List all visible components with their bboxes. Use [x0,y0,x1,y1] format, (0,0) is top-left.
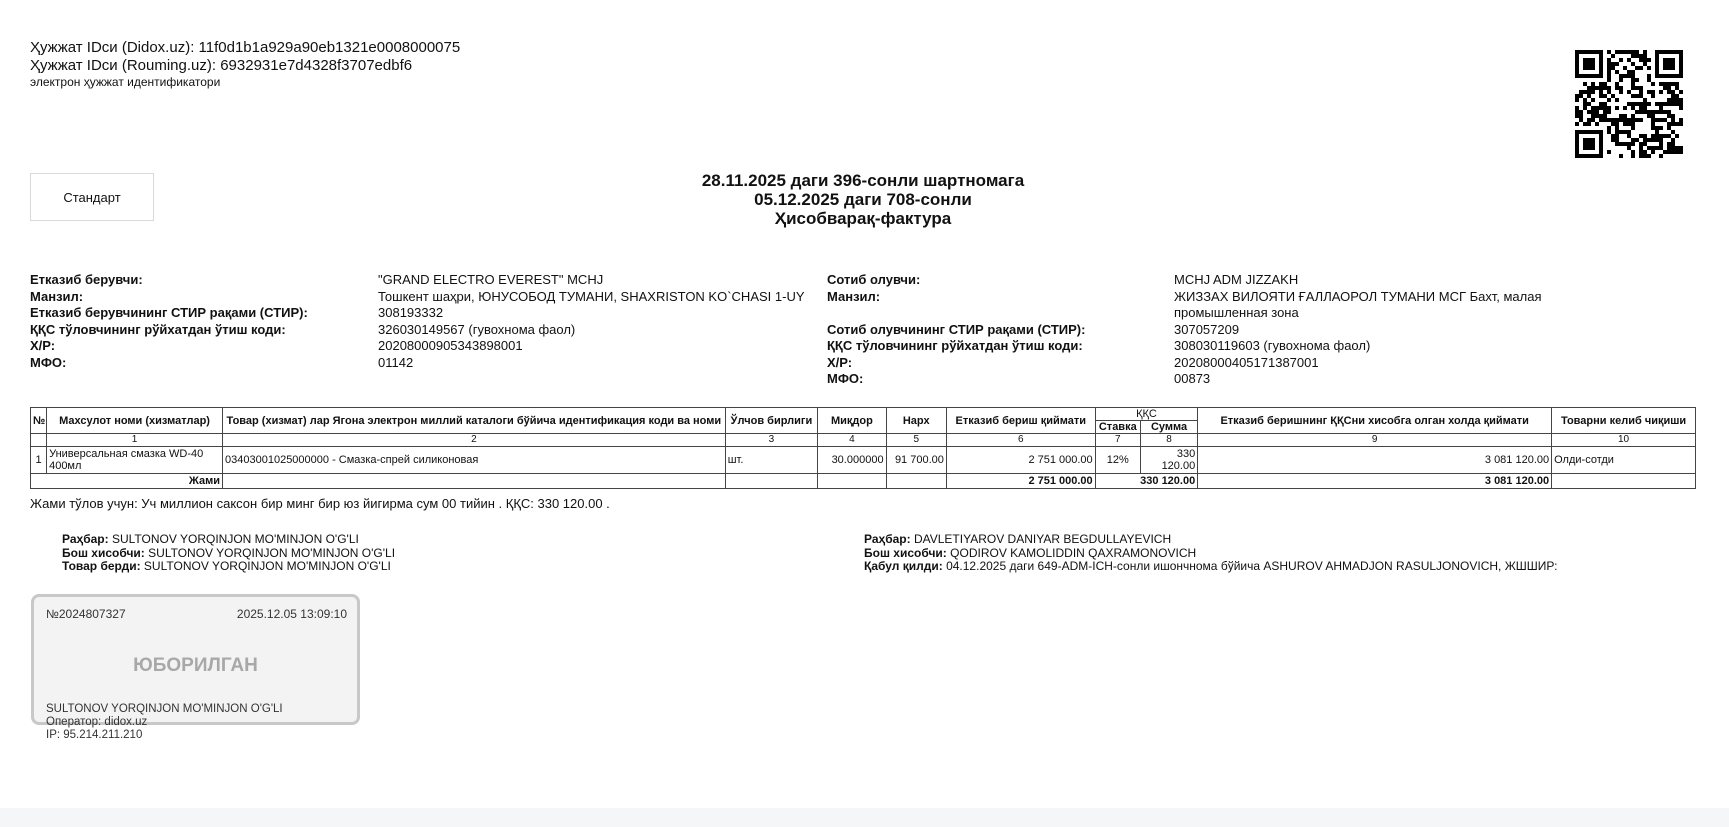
header-origin: Товарни келиб чиқиши [1552,408,1696,434]
supplier-mfo-label: МФО: [30,354,67,370]
supplier-tin-label: Етказиб берувчининг СТИР рақами (СТИР): [30,305,308,320]
invoice-table [30,407,1696,489]
supplier-account-label: Х/Р: [30,338,56,353]
qr-code-icon [1575,50,1683,158]
header-vat-sum: Сумма [1140,421,1197,434]
title-contract-line: 28.11.2025 даги 396-сонли шартномага [701,171,1025,190]
col-number: 9 [1198,434,1552,447]
goods-released-by: SULTONOV YORQINJON MO'MINJON O'G'LI [143,559,391,573]
header-qty: Миқдор [818,408,886,434]
buyer-address: ЖИЗЗАХ ВИЛОЯТИ ҒАЛЛАОРОЛ ТУМАНИ МСГ Бахт, малая промышленная зона [1174,288,1542,320]
stamp-number: №2024807327 [46,607,126,621]
buyer-director-label: Раҳбар: [864,532,911,546]
didox-id-label: Ҳужжат IDси (Didox.uz): [30,39,195,56]
total-vat-sum: 330 120.00 [1095,474,1198,489]
table-row [31,447,1696,474]
total-label: Жами [31,474,223,489]
stamp-operator: Оператор: didox.uz [46,716,148,728]
row-catalog: 03403001025000000 - Смазка-спрей силиконовая [223,447,726,474]
title-number-line: 05.12.2025 даги 708-сонли [754,190,972,209]
buyer-labels [827,272,1085,388]
header-unit: Ўлчов бирлиги [725,408,817,434]
supplier-mfo: 01142 [378,354,414,370]
row-no: 1 [31,447,47,474]
buyer-account-label: Х/Р: [827,354,853,370]
total-delivery-cost: 2 751 000.00 [946,474,1095,489]
row-price: 91 700.00 [886,447,946,474]
supplier-vat: 326030149567 (гувохнома фаол) [378,321,576,337]
column-numbers-row [31,434,1696,447]
header-vat: ҚҚС [1095,408,1198,421]
sent-stamp [31,594,360,741]
row-unit: шт. [725,447,817,474]
col-number: 8 [1140,434,1197,447]
buyer-address-label: Манзил: [827,288,881,304]
row-vat-rate: 12% [1095,447,1140,474]
header-delivery-cost: Етказиб бериш қиймати [946,408,1095,434]
col-number: 4 [818,434,886,447]
supplier-name-label: Етказиб берувчи: [30,272,143,287]
stamp-signer: SULTONOV YORQINJON MO'MINJON O'G'LI [46,703,283,715]
stamp-status: ЮБОРИЛГАН [133,655,258,676]
col-number: 6 [946,434,1095,447]
supplier-address: Тошкент шаҳри, ЮНУСОБОД ТУМАНИ, SHAXRISTON KO`CHASI 1-UY [378,288,805,304]
document-ids [30,39,460,89]
buyer-mfo-label: МФО: [827,371,864,386]
col-number: 2 [223,434,726,447]
buyer-name-label: Сотиб олувчи: [827,272,921,287]
document-id-subtitle: электрон ҳужжат идентификатори [30,75,221,89]
header-product: Махсулот номи (хизматлар) [47,408,223,434]
signatures-buyer [864,533,1558,574]
supplier-accountant-label: Бош хисобчи: [62,545,145,560]
supplier-values [378,272,805,371]
col-number: 1 [47,434,223,447]
rouming-id-line [30,57,460,75]
supplier-director: SULTONOV YORQINJON MO'MINJON O'G'LI [111,532,359,546]
supplier-address-label: Манзил: [30,288,84,304]
buyer-values [1174,272,1574,388]
row-product: Универсальная смазка WD-40 400мл [47,447,223,474]
row-origin: Олди-сотди [1552,447,1696,474]
buyer-accountant-label: Бош хисобчи: [864,545,947,560]
supplier-accountant: SULTONOV YORQINJON MO'MINJON O'G'LI [148,545,396,560]
buyer-accountant: QODIROV KAMOLIDDIN QAXRAMONOVICH [950,545,1197,560]
header-catalog: Товар (хизмат) лар Ягона электрон миллий каталоги бўйича идентификация коди ва номи [223,408,726,434]
col-number: 10 [1552,434,1696,447]
buyer-account: 20208000405171387001 [1174,354,1319,370]
col-number: 7 [1095,434,1140,447]
rouming-id-label: Ҳужжат IDси (Rouming.uz): [30,57,217,74]
didox-id-value: 11f0d1b1a929a90eb1321e0008000075 [198,39,461,56]
buyer-tin-label: Сотиб олувчининг СТИР рақами (СТИР): [827,321,1086,337]
buyer-mfo: 00873 [1174,371,1211,386]
row-delivery-cost: 2 751 000.00 [946,447,1095,474]
buyer-name: MCHJ ADM JIZZAKH [1174,272,1299,287]
rouming-id-value: 6932931e7d4328f3707edbf6 [220,57,413,74]
stamp-signer-info [46,703,283,742]
table-header-row [31,408,1696,421]
header-vat-rate: Ставка [1095,421,1140,434]
supplier-tin: 308193332 [378,305,444,320]
col-number: 3 [725,434,817,447]
row-vat-sum: 330 120.00 [1140,447,1197,474]
total-in-words: Жами тўлов учун: Уч миллион саксон бир минг бир юз йигирма сум 00 тийин . ҚҚС: 330 120.00 . [30,496,610,511]
total-with-vat: 3 081 120.00 [1198,474,1552,489]
supplier-account: 20208000905343898001 [378,338,523,353]
supplier-vat-label: ҚҚС тўловчининг рўйхатдан ўтиш коди: [30,321,286,337]
supplier-name: "GRAND ELECTRO EVEREST" MCHJ [378,272,604,287]
stamp-ip: IP: 95.214.211.210 [46,729,143,741]
title-document-type: Ҳисобварақ-фактура [774,209,952,228]
header-no: № [31,408,47,434]
stamp-datetime: 2025.12.05 13:09:10 [236,607,347,621]
received-by-label: Қабул қилди: [864,559,943,573]
header-total-with-vat: Етказиб беришнинг ҚҚСни хисобга олган холда қиймати [1198,408,1552,434]
footer-bar [0,808,1729,827]
buyer-director: DAVLETIYAROV DANIYAR BEGDULLAYEVICH [913,532,1172,546]
col-number: 5 [886,434,946,447]
supplier-director-label: Раҳбар: [62,532,109,546]
row-total-with-vat: 3 081 120.00 [1198,447,1552,474]
buyer-tin: 307057209 [1174,321,1240,337]
didox-id-line [30,39,460,57]
received-by: 04.12.2025 даги 649-ADM-ICH-сонли ишончнома бўйича ASHUROV AHMADJON RASULJONOVICH, ЖШШИР: [946,559,1558,573]
signatures-supplier [62,533,395,574]
document-title [600,171,1126,228]
header-price: Нарх [886,408,946,434]
standard-button[interactable]: Стандарт [30,173,154,221]
supplier-labels [30,272,308,371]
buyer-vat-label: ҚҚС тўловчининг рўйхатдан ўтиш коди: [827,338,1083,353]
goods-released-label: Товар берди: [62,559,141,573]
row-qty: 30.000000 [818,447,886,474]
table-total-row [31,474,1696,489]
buyer-vat: 308030119603 (гувохнома фаол) [1174,338,1371,353]
